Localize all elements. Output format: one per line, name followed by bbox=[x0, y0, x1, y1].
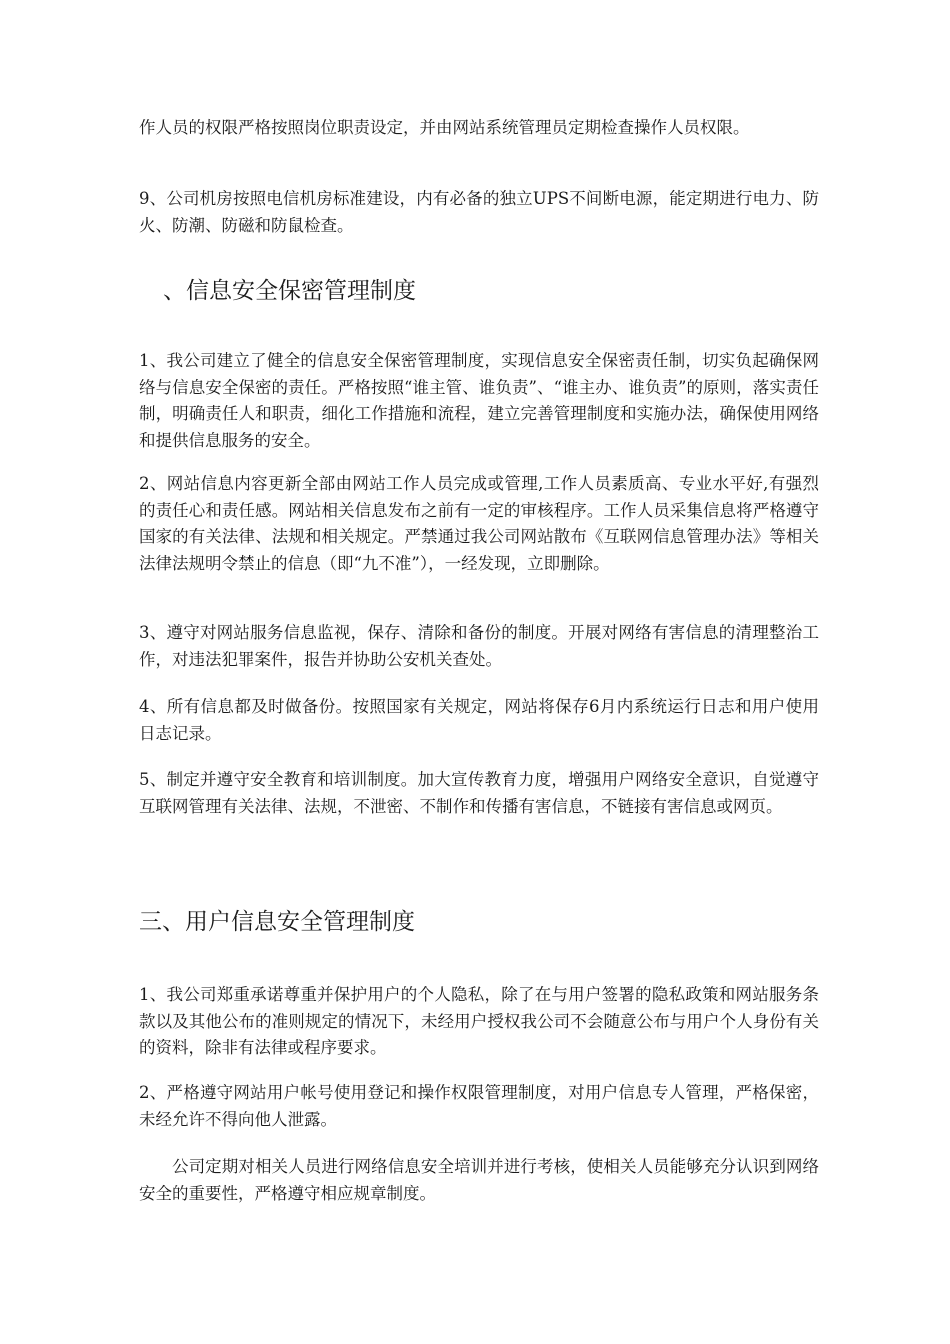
paragraph-section2-item-4: 4、所有信息都及时做备份。按照国家有关规定，网站将保存6月内系统运行日志和用户使用日志记录。 bbox=[139, 697, 819, 743]
section-heading-info-security: 、信息安全保密管理制度 bbox=[163, 278, 416, 304]
paragraph-closing: 公司定期对相关人员进行网络信息安全培训并进行考核，使相关人员能够充分认识到网络安全的重要性，严格遵守相应规章制度。 bbox=[139, 1157, 819, 1203]
paragraph-section2-item-3: 3、遵守对网站服务信息监视，保存、清除和备份的制度。开展对网络有害信息的清理整治工作，对违法犯罪案件，报告并协助公安机关查处。 bbox=[139, 623, 819, 669]
paragraph-item-9-server-room: 9、公司机房按照电信机房标准建设，内有必备的独立UPS不间断电源，能定期进行电力、防火、防潮、防磁和防鼠检查。 bbox=[139, 189, 819, 235]
paragraph-section3-item-1: 1、我公司郑重承诺尊重并保护用户的个人隐私，除了在与用户签署的隐私政策和网站服务条款以及其他公布的准则规定的情况下，未经用户授权我公司不会随意公布与用户个人身份有关的资料，除非有法律或程序要求。 bbox=[139, 985, 819, 1057]
paragraph-permissions: 作人员的权限严格按照岗位职责设定，并由网站系统管理员定期检查操作人员权限。 bbox=[139, 118, 750, 137]
paragraph-section2-item-2: 2、网站信息内容更新全部由网站工作人员完成或管理,工作人员素质高、专业水平好,有强烈的责任心和责任感。网站相关信息发布之前有一定的审核程序。工作人员采集信息将严格遵守国家的有关法律、法规和相关规定。严禁通过我公司网站散布《互联网信息管理办法》等相关法律法规明令禁止的信息（即“九不准”），一经发现，立即删除。 bbox=[139, 474, 819, 573]
paragraph-section2-item-5: 5、制定并遵守安全教育和培训制度。加大宣传教育力度，增强用户网络安全意识，自觉遵守互联网管理有关法律、法规，不泄密、不制作和传播有害信息，不链接有害信息或网页。 bbox=[139, 770, 819, 816]
paragraph-section2-item-1: 1、我公司建立了健全的信息安全保密管理制度，实现信息安全保密责任制，切实负起确保网络与信息安全保密的责任。严格按照“谁主管、谁负责”、“谁主办、谁负责”的原则，落实责任制，明确责任人和职责，细化工作措施和流程，建立完善管理制度和实施办法，确保使用网络和提供信息服务的安全。 bbox=[139, 351, 819, 450]
paragraph-section3-item-2: 2、严格遵守网站用户帐号使用登记和操作权限管理制度，对用户信息专人管理，严格保密，未经允许不得向他人泄露。 bbox=[139, 1083, 819, 1129]
section-heading-user-info-security: 三、用户信息安全管理制度 bbox=[139, 909, 415, 935]
